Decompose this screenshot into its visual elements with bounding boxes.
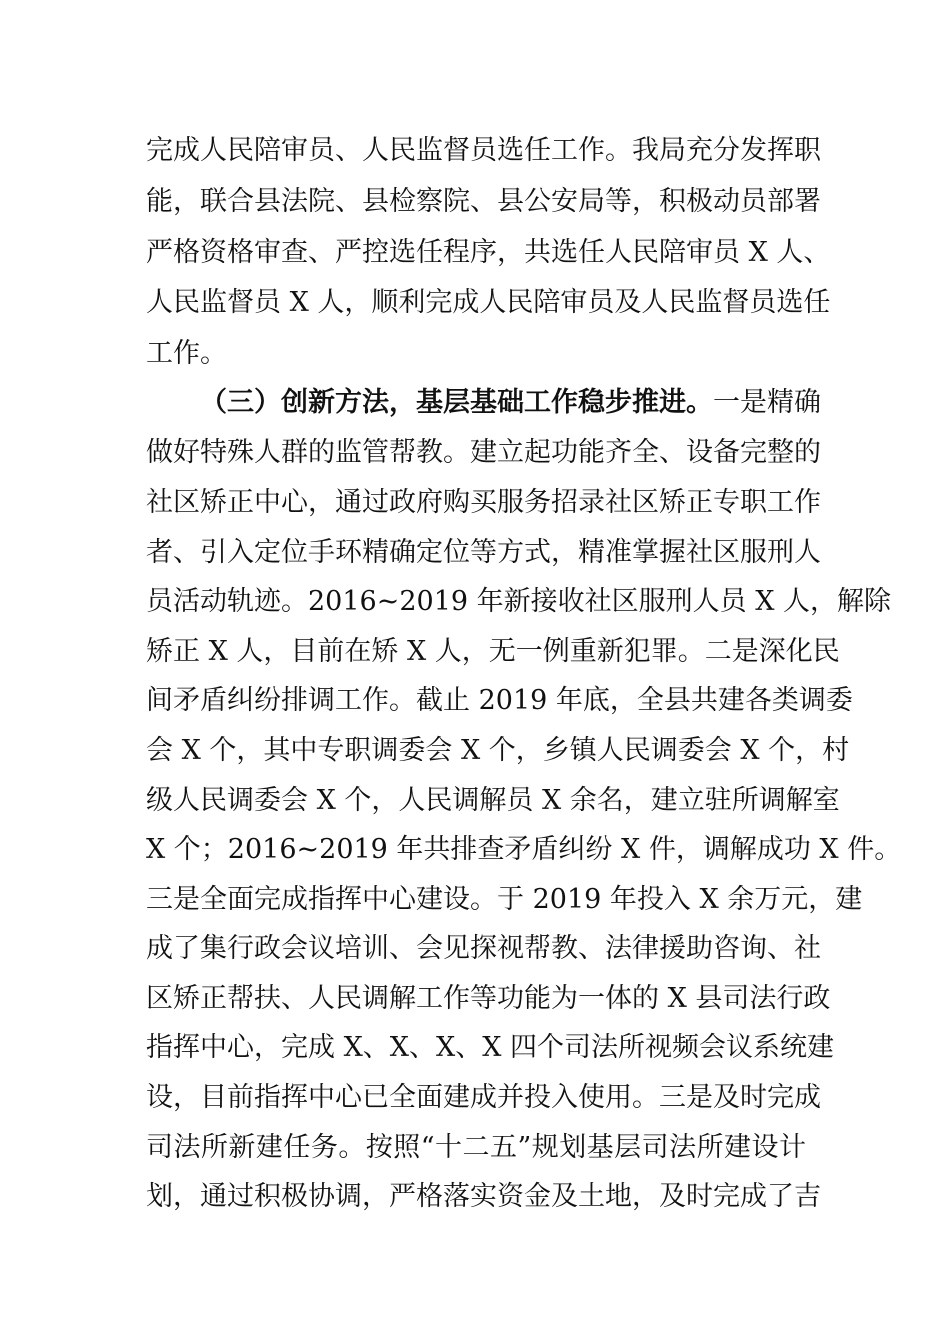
paragraph-line: 区矫正帮扶、人民调解工作等功能为一体的 X 县司法行政: [146, 983, 831, 1014]
paragraph-line: 设，目前指挥中心已全面建成并投入使用。三是及时完成: [146, 1082, 821, 1113]
paragraph-line: 三是全面完成指挥中心建设。于 2019 年投入 X 余万元，建: [146, 884, 863, 915]
paragraph-line: X 个；2016~2019 年共排查矛盾纠纷 X 件，调解成功 X 件。: [146, 834, 902, 865]
paragraph-line: 做好特殊人群的监管帮教。建立起功能齐全、设备完整的: [146, 437, 821, 468]
paragraph-line: 工作。: [146, 338, 227, 369]
paragraph-line: 员活动轨迹。2016~2019 年新接收社区服刑人员 X 人，解除: [146, 586, 892, 617]
paragraph-line: 成了集行政会议培训、会见探视帮教、法律援助咨询、社: [146, 933, 821, 964]
paragraph-line: 能，联合县法院、县检察院、县公安局等，积极动员部署: [146, 186, 821, 217]
paragraph-line: 严格资格审查、严控选任程序，共选任人民陪审员 X 人、: [146, 237, 831, 268]
paragraph-line: 者、引入定位手环精确定位等方式，精准掌握社区服刑人: [146, 537, 821, 568]
paragraph-line: 划，通过积极协调，严格落实资金及土地，及时完成了吉: [146, 1181, 821, 1212]
section-heading-line: [200, 386, 821, 420]
paragraph-line: 人民监督员 X 人，顺利完成人民陪审员及人民监督员选任: [146, 287, 831, 318]
paragraph-line: 司法所新建任务。按照“十二五”规划基层司法所建设计: [146, 1132, 806, 1163]
paragraph-line: 间矛盾纠纷排调工作。截止 2019 年底，全县共建各类调委: [146, 685, 853, 716]
section-heading-continuation: 一是精确: [713, 387, 821, 418]
paragraph-line: 指挥中心，完成 X、X、X、X 四个司法所视频会议系统建: [146, 1032, 835, 1063]
paragraph-line: 矫正 X 人，目前在矫 X 人，无一例重新犯罪。二是深化民: [146, 636, 840, 667]
paragraph-line: 社区矫正中心，通过政府购买服务招录社区矫正专职工作: [146, 487, 821, 518]
paragraph-line: 完成人民陪审员、人民监督员选任工作。我局充分发挥职: [146, 135, 821, 166]
paragraph-line: 级人民调委会 X 个，人民调解员 X 余名，建立驻所调解室: [146, 785, 840, 816]
paragraph-line: 会 X 个，其中专职调委会 X 个，乡镇人民调委会 X 个，村: [146, 735, 850, 766]
section-heading: （三）创新方法，基层基础工作稳步推进。: [200, 387, 713, 418]
